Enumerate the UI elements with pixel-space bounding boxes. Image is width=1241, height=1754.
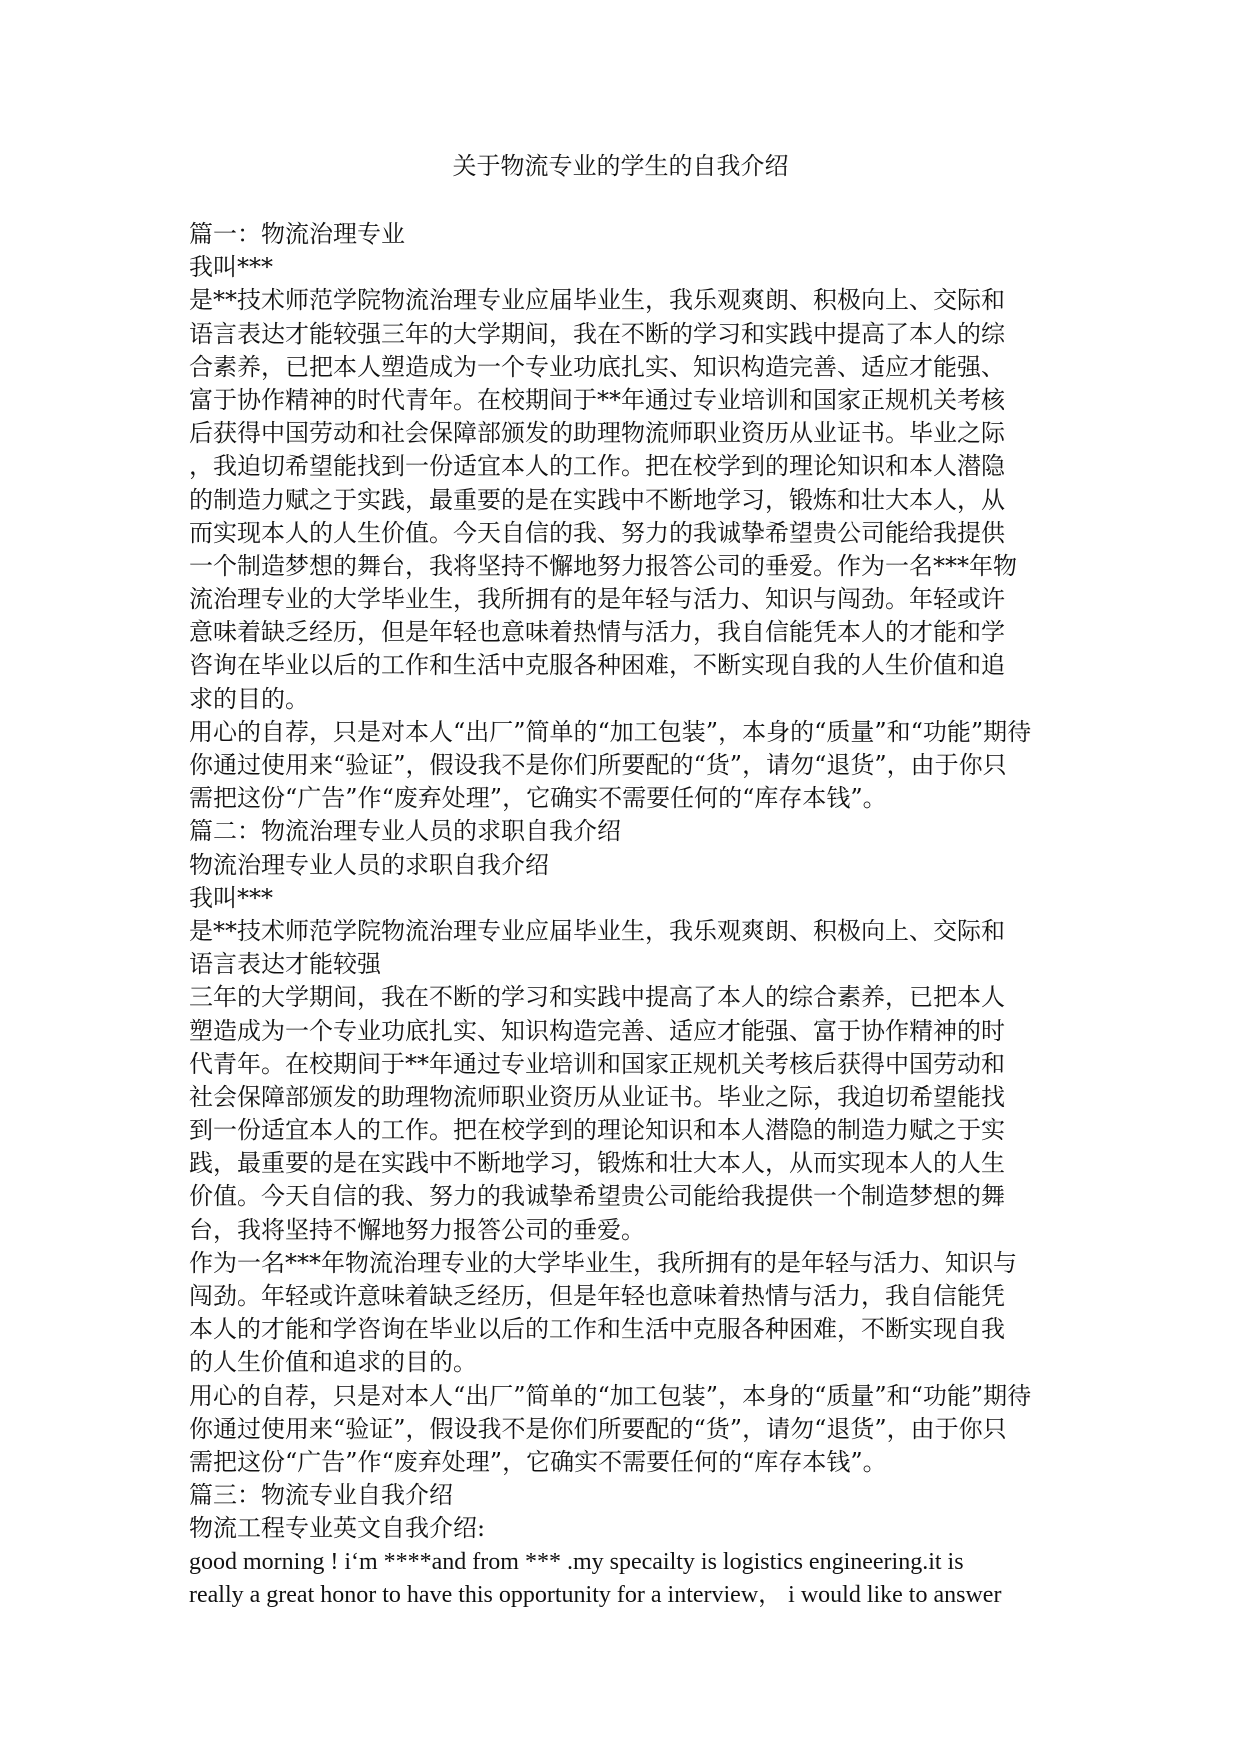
text-line: 物流治理专业人员的求职自我介绍 [189, 850, 549, 879]
document-title: 关于物流专业的学生的自我介绍 [452, 152, 789, 180]
text-line: 物流工程专业英文自我介绍: [189, 1514, 486, 1543]
text-line: 塑造成为一个专业功底扎实、知识构造完善、适应才能强、富于协作精神的时 [189, 1016, 1005, 1045]
text-line: 本人的才能和学咨询在毕业以后的工作和生活中克服各种困难，不断实现自我 [189, 1315, 1005, 1344]
text-line: 意味着缺乏经历，但是年轻也意味着热情与活力，我自信能凭本人的才能和学 [189, 618, 1005, 647]
text-line: 社会保障部颁发的助理物流师职业资历从业证书。毕业之际，我迫切希望能找 [189, 1082, 1005, 1111]
text-line: 践，最重要的是在实践中不断地学习，锻炼和壮大本人，从而实现本人的人生 [189, 1149, 1005, 1178]
text-line: 作为一名***年物流治理专业的大学毕业生，我所拥有的是年轻与活力、知识与 [189, 1248, 1017, 1277]
text-line: 篇一：物流治理专业 [189, 220, 405, 248]
document-body [189, 218, 1059, 1612]
text-line: really a great honor to have this opportunity for a interview， i would like to answer [189, 1581, 1002, 1608]
text-line: 富于协作精神的时代青年。在校期间于**年通过专业培训和国家正规机关考核 [189, 385, 1005, 414]
text-line: 而实现本人的人生价值。今天自信的我、努力的我诚挚希望贵公司能给我提供 [189, 518, 1005, 547]
text-line: 价值。今天自信的我、努力的我诚挚希望贵公司能给我提供一个制造梦想的舞 [189, 1182, 1005, 1211]
text-line: 台，我将坚持不懈地努力报答公司的垂爱。 [189, 1215, 645, 1244]
text-line: 用心的自荐，只是对本人“出厂”简单的“加工包装”，本身的“质量”和“功能”期待 [189, 1381, 1032, 1410]
text-line: 的制造力赋之于实践，最重要的是在实践中不断地学习，锻炼和壮大本人，从 [189, 485, 1005, 514]
text-line: 语言表达才能较强 [189, 950, 381, 979]
text-line: 合素养，已把本人塑造成为一个专业功底扎实、知识构造完善、适应才能强、 [189, 352, 1005, 381]
text-line: 需把这份“广告”作“废弃处理”，它确实不需要任何的“库存本钱”。 [189, 1447, 887, 1476]
text-line: 一个制造梦想的舞台，我将坚持不懈地努力报答公司的垂爱。作为一名***年物 [189, 551, 1017, 580]
text-line: ，我迫切希望能找到一份适宜本人的工作。把在校学到的理论知识和本人潜隐 [189, 452, 1005, 481]
text-line: 我叫*** [189, 253, 273, 282]
text-line: 的人生价值和追求的目的。 [189, 1348, 477, 1377]
text-line: 闯劲。年轻或许意味着缺乏经历，但是年轻也意味着热情与活力，我自信能凭 [189, 1282, 1005, 1310]
text-line: 流治理专业的大学毕业生，我所拥有的是年轻与活力、知识与闯劲。年轻或许 [189, 585, 1005, 614]
text-line: 三年的大学期间，我在不断的学习和实践中提高了本人的综合素养，已把本人 [189, 983, 1005, 1012]
text-line: 到一份适宜本人的工作。把在校学到的理论知识和本人潜隐的制造力赋之于实 [189, 1116, 1005, 1145]
text-line: 你通过使用来“验证”，假设我不是你们所要配的“货”，请勿“退货”，由于你只 [189, 751, 1007, 779]
text-line: 咨询在毕业以后的工作和生活中克服各种困难，不断实现自我的人生价值和追 [189, 651, 1005, 680]
text-line: 代青年。在校期间于**年通过专业培训和国家正规机关考核后获得中国劳动和 [189, 1049, 1005, 1078]
text-line: 语言表达才能较强三年的大学期间，我在不断的学习和实践中提高了本人的综 [189, 319, 1005, 348]
text-line: 是**技术师范学院物流治理专业应届毕业生，我乐观爽朗、积极向上、交际和 [189, 286, 1005, 315]
text-line: 后获得中国劳动和社会保障部颁发的助理物流师职业资历从业证书。毕业之际 [189, 419, 1005, 448]
text-line: 用心的自荐，只是对本人“出厂”简单的“加工包装”，本身的“质量”和“功能”期待 [189, 717, 1032, 746]
text-line: 需把这份“广告”作“废弃处理”，它确实不需要任何的“库存本钱”。 [189, 784, 887, 813]
text-line: 求的目的。 [189, 684, 309, 713]
text-line: 是**技术师范学院物流治理专业应届毕业生，我乐观爽朗、积极向上、交际和 [189, 916, 1005, 945]
text-line: 篇二：物流治理专业人员的求职自我介绍 [189, 817, 621, 846]
text-line: 你通过使用来“验证”，假设我不是你们所要配的“货”，请勿“退货”，由于你只 [189, 1414, 1007, 1443]
text-line: 我叫*** [189, 883, 273, 912]
text-line: 篇三：物流专业自我介绍 [189, 1481, 453, 1510]
text-line: good morning ! i‘m ****and from *** .my specailty is logistics engineering.it is [189, 1548, 964, 1575]
